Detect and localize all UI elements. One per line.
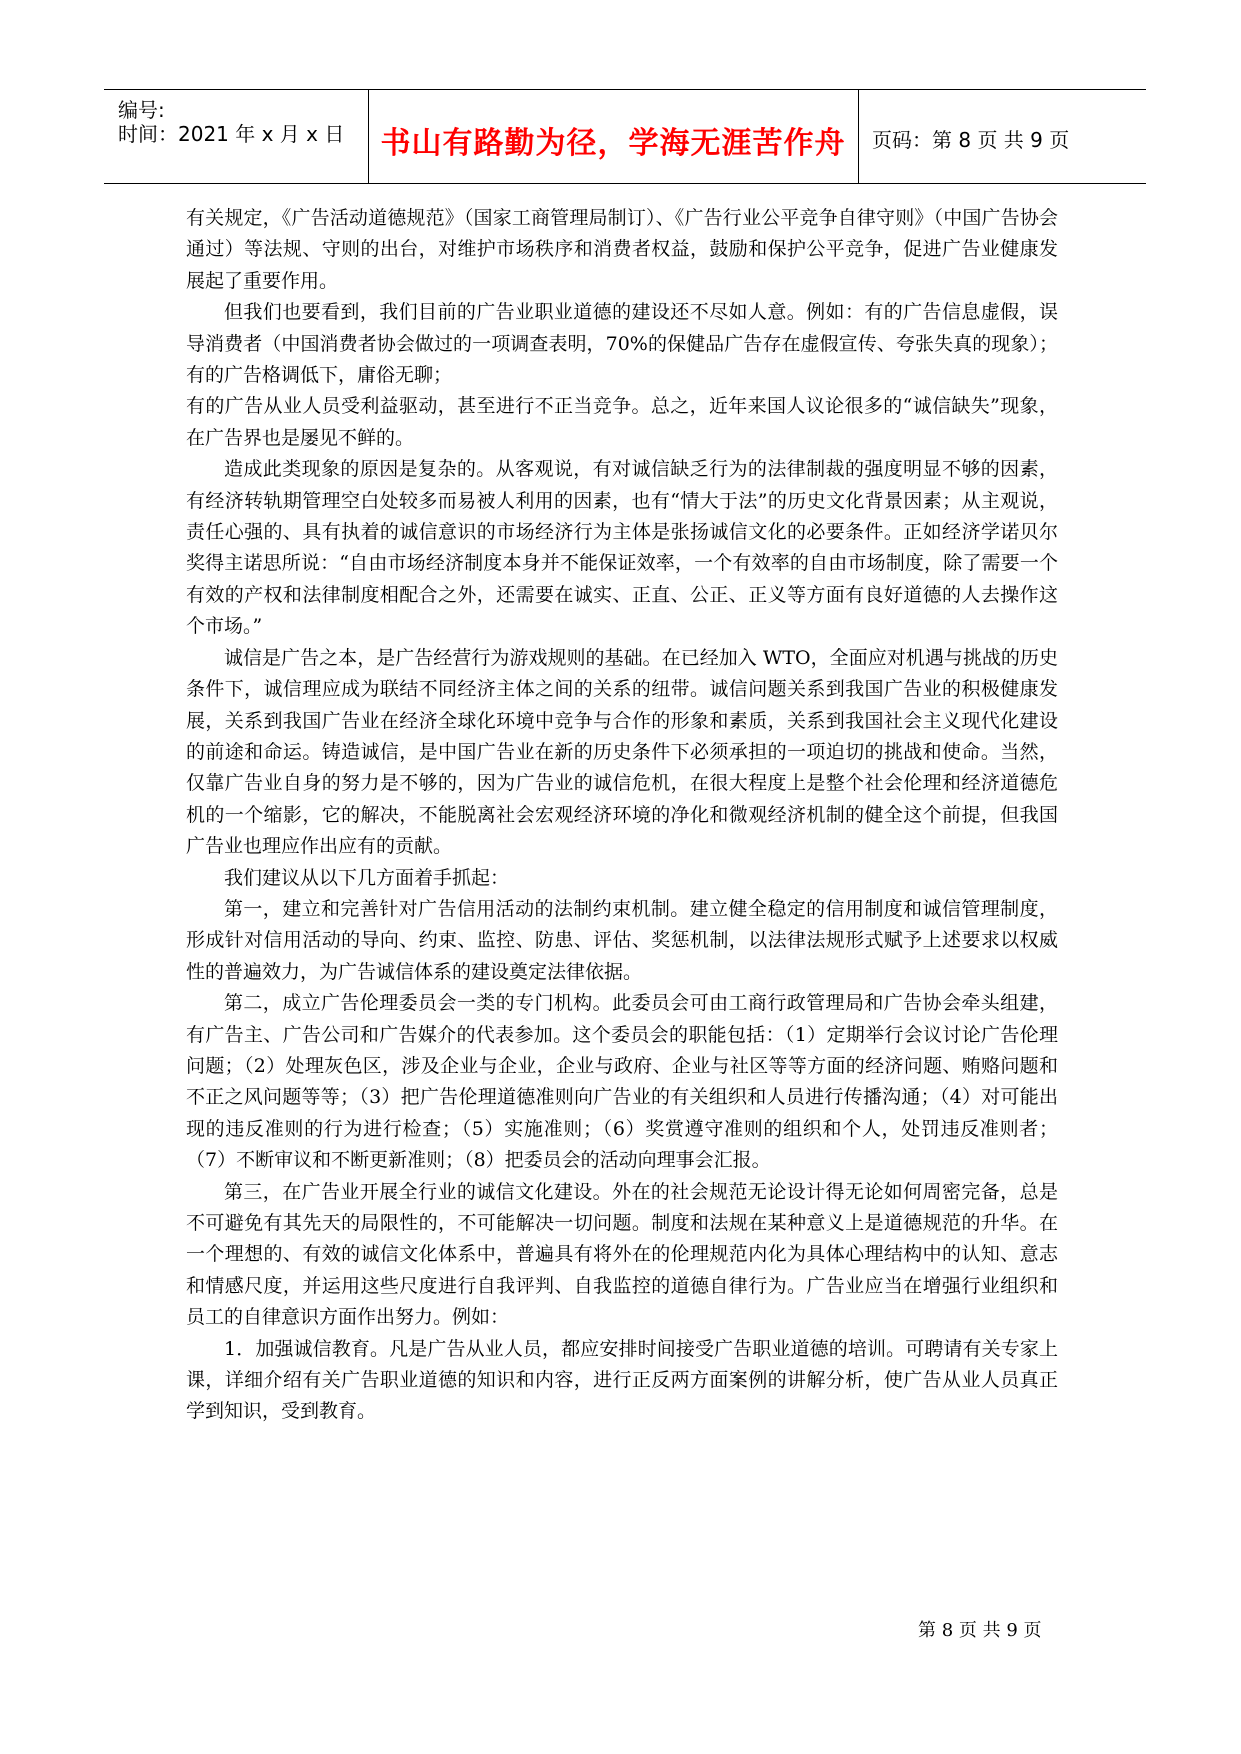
paragraph: 有关规定，《广告活动道德规范》（国家工商管理局制订）、《广告行业公平竞争自律守则》（中国广告协会通过）等法规、守则的出台，对维护市场秩序和消费者权益，鼓励和保护公平竞争，促进广告业健康发展起了重要作用。 — [186, 207, 1058, 292]
document-body — [186, 203, 1058, 1428]
page-footer-indicator: 第 8 页 共 9 页 — [918, 1620, 1042, 1641]
header-motto: 书山有路勤为径，学海无涯苦作舟 — [380, 126, 846, 161]
paragraph: 但我们也要看到，我们目前的广告业职业道德的建设还不尽如人意。例如：有的广告信息虚假，误导消费者（中国消费者协会做过的一项调查表明，70%的保健品广告存在虚假宣传、夸张失真的现象）；有的广告格调低下，庸俗无聊； — [186, 301, 1058, 387]
document-number-label: 编号: — [118, 98, 165, 122]
header-page-code: 页码：第 8 页 共 9 页 — [872, 128, 1070, 152]
header-motto-cell — [368, 90, 859, 183]
paragraph: 诚信是广告之本，是广告经营行为游戏规则的基础。在已经加入 WTO，全面应对机遇与挑战的历史条件下，诚信理应成为联结不同经济主体之间的关系的纽带。诚信问题关系到我国广告业的积极健康发展，关系到我国广告业在经济全球化环境中竞争与合作的形象和素质，关系到我国社会主义现代化建设的前途和命运。铸造诚信，是中国广告业在新的历史条件下必须承担的一项迫切的挑战和使命。当然，仅靠广告业自身的努力是不够的，因为广告业的诚信危机，在很大程度上是整个社会伦理和经济道德危机的一个缩影，它的解决，不能脱离社会宏观经济环境的净化和微观经济机制的健全这个前提，但我国广告业也理应作出应有的贡献。 — [186, 646, 1058, 858]
paragraph: 第三，在广告业开展全行业的诚信文化建设。外在的社会规范无论设计得无论如何周密完备，总是不可避免有其先天的局限性的，不可能解决一切问题。制度和法规在某种意义上是道德规范的升华。在一个理想的、有效的诚信文化体系中，普遍具有将外在的伦理规范内化为具体心理结构中的认知、意志和情感尺度，并运用这些尺度进行自我评判、自我监控的道德自律行为。广告业应当在增强行业组织和员工的自律意识方面作出努力。例如： — [186, 1180, 1058, 1329]
paragraph: 我们建议从以下几方面着手抓起： — [224, 866, 510, 889]
page-header — [104, 89, 1146, 184]
paragraph: 造成此类现象的原因是复杂的。从客观说，有对诚信缺乏行为的法律制裁的强度明显不够的因素，有经济转轨期管理空白处较多而易被人利用的因素，也有“情大于法”的历史文化背景因素；从主观说，责任心强的、具有执着的诚信意识的市场经济行为主体是张扬诚信文化的必要条件。正如经济学诺贝尔奖得主诺思所说：“自由市场经济制度本身并不能保证效率，一个有效率的自由市场制度，除了需要一个有效的产权和法律制度相配合之外，还需要在诚实、正直、公正、正义等方面有良好道德的人去操作这个市场。” — [186, 458, 1058, 638]
header-page-cell — [858, 90, 1146, 183]
document-time-label: 时间：2021 年 x 月 x 日 — [118, 122, 345, 146]
paragraph: 第一，建立和完善针对广告信用活动的法制约束机制。建立健全稳定的信用制度和诚信管理制度，形成针对信用活动的导向、约束、监控、防患、评估、奖惩机制，以法律法规形式赋予上述要求以权威性的普遍效力，为广告诚信体系的建设奠定法律依据。 — [186, 897, 1058, 983]
paragraph: 1．加强诚信教育。凡是广告从业人员，都应安排时间接受广告职业道德的培训。可聘请有关专家上课，详细介绍有关广告职业道德的知识和内容，进行正反两方面案例的讲解分析，使广告从业人员真正学到知识，受到教育。 — [186, 1337, 1058, 1423]
paragraph: 第二，成立广告伦理委员会一类的专门机构。此委员会可由工商行政管理局和广告协会牵头组建，有广告主、广告公司和广告媒介的代表参加。这个委员会的职能包括：（1）定期举行会议讨论广告伦理问题；（2）处理灰色区，涉及企业与企业，企业与政府、企业与社区等等方面的经济问题、贿赂问题和不正之风问题等等；（3）把广告伦理道德准则向广告业的有关组织和人员进行传播沟通；（4）对可能出现的违反准则的行为进行检查；（5）实施准则；（6）奖赏遵守准则的组织和个人，处罚违反准则者；（7）不断审议和不断更新准则；（8）把委员会的活动向理事会汇报。 — [186, 992, 1058, 1172]
paragraph: 有的广告从业人员受利益驱动，甚至进行不正当竞争。总之，近年来国人议论很多的“诚信缺失”现象，在广告界也是屡见不鲜的。 — [186, 395, 1058, 449]
header-info-cell — [104, 90, 369, 183]
